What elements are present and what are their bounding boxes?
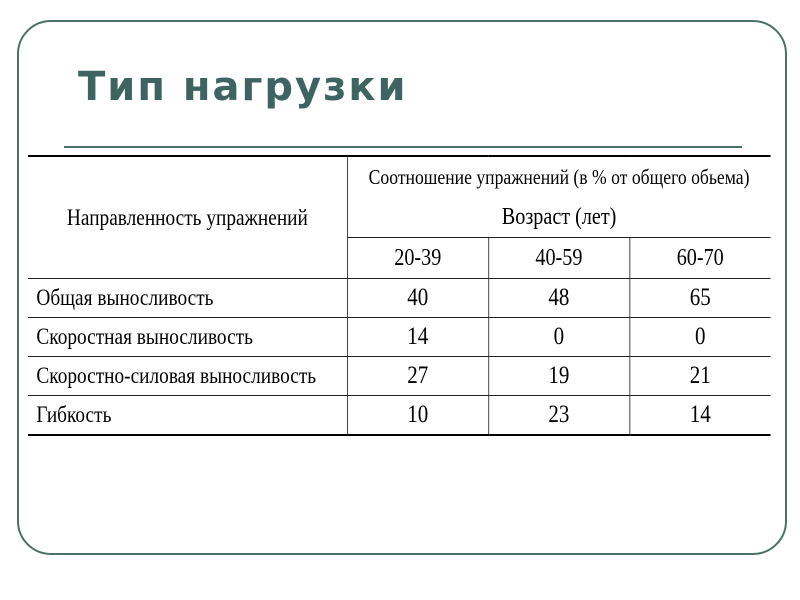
table-cell: 21: [629, 357, 770, 396]
table-cell: 10: [347, 396, 488, 436]
row-label: Общая выносливость: [28, 279, 347, 318]
direction-header: Направленность упражнений: [28, 156, 347, 279]
table-cell: 0: [488, 318, 629, 357]
age-header: Возраст (лет): [347, 197, 770, 238]
table-cell: 14: [347, 318, 488, 357]
row-label: Скоростная выносливость: [28, 318, 347, 357]
table-row: [28, 357, 771, 396]
exercise-ratio-table: [28, 155, 771, 436]
table-cell: 40: [347, 279, 488, 318]
table-cell: 14: [629, 396, 770, 436]
row-label: Гибкость: [28, 396, 347, 436]
table-cell: 19: [488, 357, 629, 396]
table-cell: 0: [629, 318, 770, 357]
age-range-header: 40-59: [488, 238, 629, 279]
title-divider: [64, 146, 742, 148]
table-cell: 23: [488, 396, 629, 436]
table-cell: 27: [347, 357, 488, 396]
slide-title: Тип нагрузки: [78, 64, 408, 110]
table-row: [28, 318, 771, 357]
row-label: Скоростно-силовая выносливость: [28, 357, 347, 396]
ratio-header: Соотношение упражнений (в % от общего обьема): [347, 156, 770, 197]
table-row: [28, 396, 771, 436]
age-range-header: 20-39: [347, 238, 488, 279]
table-cell: 48: [488, 279, 629, 318]
table-cell: 65: [629, 279, 770, 318]
table-row: [28, 279, 771, 318]
age-range-header: 60-70: [629, 238, 770, 279]
